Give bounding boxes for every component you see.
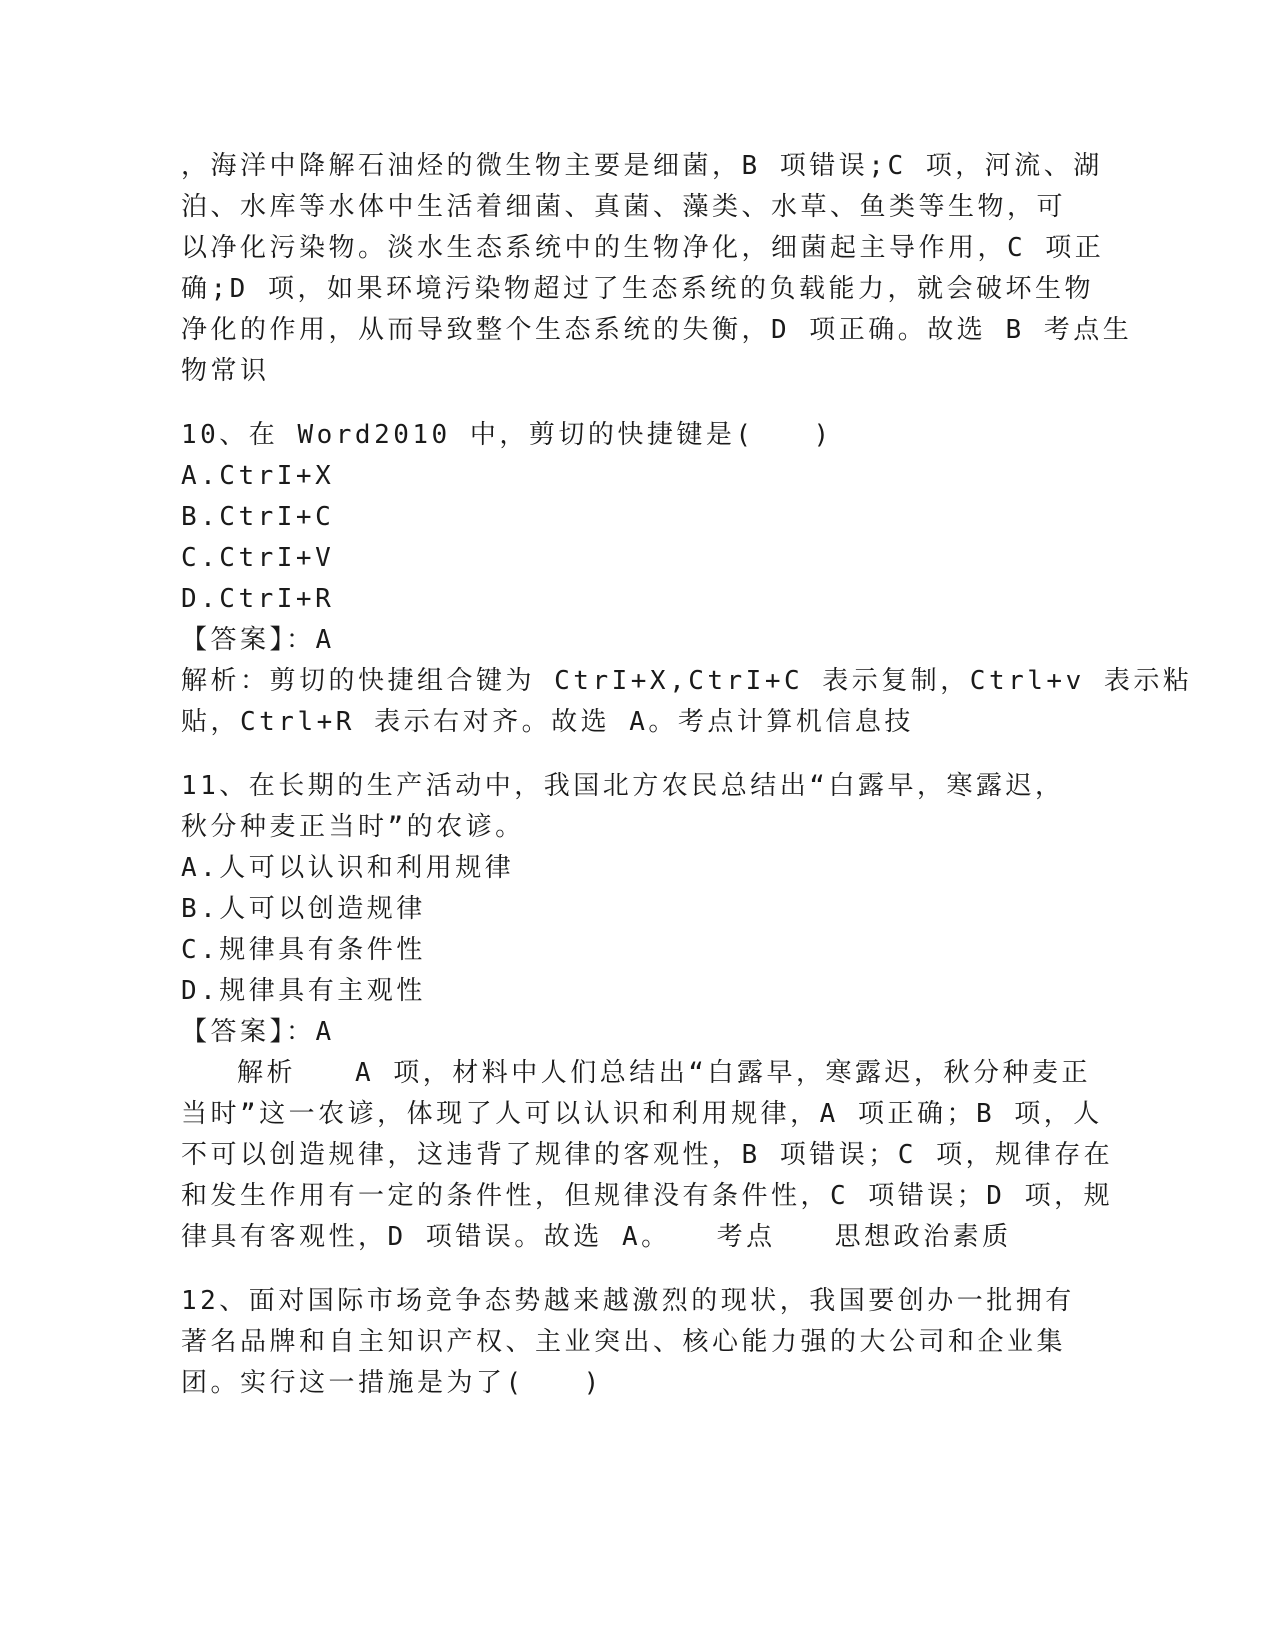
analysis-line: 解析 A 项，材料中人们总结出“白露早，寒露迟，秋分种麦正 — [237, 1058, 1091, 1088]
analysis-line: 当时”这一农谚，体现了人可以认识和利用规律，A 项正确；B 项，人 — [181, 1099, 1103, 1129]
question-text: 12、面对国际市场竞争态势越来越激烈的现状，我国要创办一批拥有 — [181, 1286, 1075, 1316]
option-a: A.人可以认识和利用规律 — [181, 853, 515, 883]
option-d: D.CtrI+R — [181, 584, 335, 614]
option-a: A.CtrI+X — [181, 461, 335, 491]
option-d: D.规律具有主观性 — [181, 976, 426, 1006]
text-line: 泊、水库等水体中生活着细菌、真菌、藻类、水草、鱼类等生物，可 — [181, 192, 1067, 222]
analysis-line: 解析：剪切的快捷组合键为 CtrI+X,CtrI+C 表示复制，Ctrl+v 表示粘 — [181, 666, 1193, 696]
question-text: 11、在长期的生产活动中，我国北方农民总结出“白露早，寒露迟， — [181, 771, 1065, 801]
question-text: 10、在 Word2010 中，剪切的快捷键是( ) — [181, 420, 833, 450]
option-c: C.CtrI+V — [181, 543, 335, 573]
question-text: 团。实行这一措施是为了( ) — [181, 1368, 603, 1398]
analysis-line: 和发生作用有一定的条件性，但规律没有条件性，C 项错误；D 项，规 — [181, 1181, 1114, 1211]
analysis-line: 律具有客观性，D 项错误。故选 A。 考点 思想政治素质 — [181, 1222, 1012, 1252]
answer: 【答案】：A — [181, 625, 335, 655]
question-10 — [181, 415, 1193, 743]
prev-analysis-continuation — [181, 146, 1133, 392]
text-line: ，海洋中降解石油烃的微生物主要是细菌，B 项错误;C 项，河流、湖 — [181, 151, 1103, 181]
spacer — [181, 392, 1061, 415]
spacer — [181, 1258, 1061, 1281]
option-b: B.CtrI+C — [181, 502, 335, 532]
answer: 【答案】：A — [181, 1017, 335, 1047]
option-b: B.人可以创造规律 — [181, 894, 426, 924]
text-line: 确;D 项，如果环境污染物超过了生态系统的负载能力，就会破坏生物 — [181, 274, 1094, 304]
question-12 — [181, 1281, 1075, 1404]
question-text: 著名品牌和自主知识产权、主业突出、核心能力强的大公司和企业集 — [181, 1327, 1067, 1357]
question-text: 秋分种麦正当时”的农谚。 — [181, 812, 525, 842]
document-page — [181, 146, 1193, 1404]
option-c: C.规律具有条件性 — [181, 935, 426, 965]
text-line: 物常识 — [181, 356, 270, 386]
text-line: 净化的作用，从而导致整个生态系统的失衡，D 项正确。故选 B 考点生 — [181, 315, 1133, 345]
question-11 — [181, 766, 1114, 1258]
spacer — [181, 743, 1061, 766]
text-line: 以净化污染物。淡水生态系统中的生物净化，细菌起主导作用，C 项正 — [181, 233, 1105, 263]
analysis-line: 贴，Ctrl+R 表示右对齐。故选 A。考点计算机信息技 — [181, 707, 914, 737]
analysis-line: 不可以创造规律，这违背了规律的客观性，B 项错误；C 项，规律存在 — [181, 1140, 1114, 1170]
